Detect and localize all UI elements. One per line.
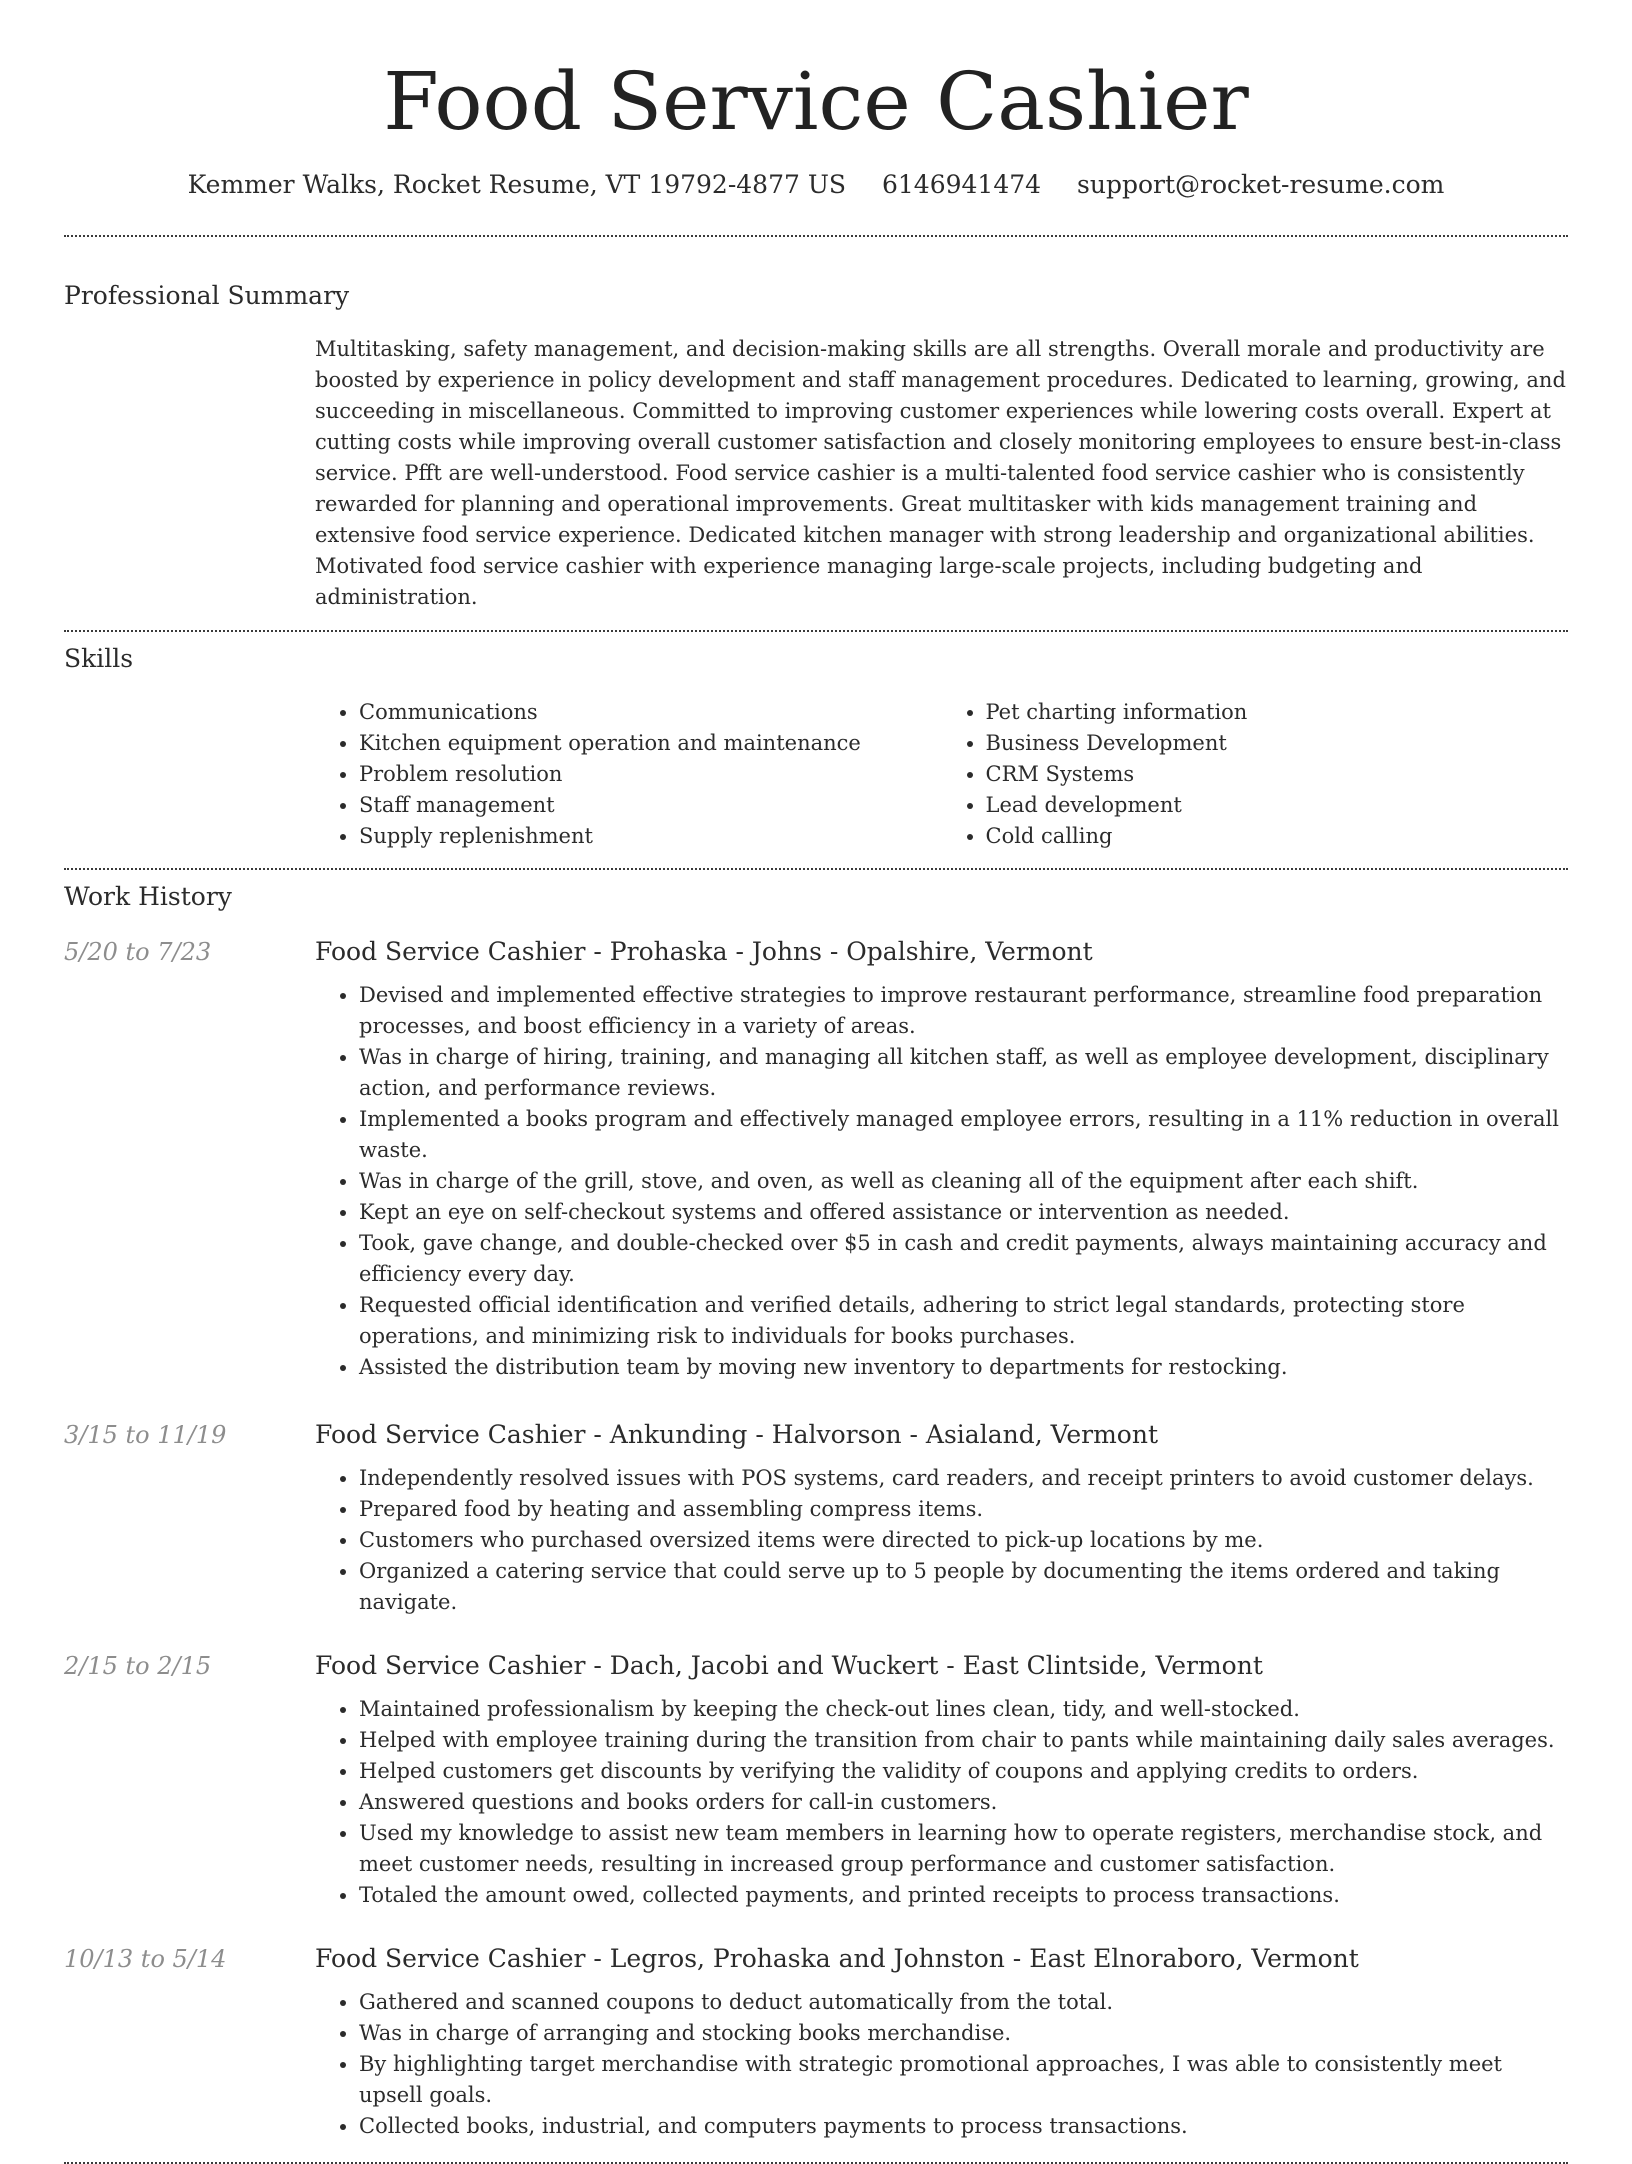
job-bullet: • Used my knowledge to assist new team members in learning how to operate registers, merchandise stock, and meet customer needs, resulting in increased group performance and customer satisfaction. bbox=[359, 1818, 1568, 1880]
skill-item: • Cold calling bbox=[986, 821, 1569, 852]
job-title: Food Service Cashier - Dach, Jacobi and Wuckert - East Clintside, Vermont bbox=[315, 1651, 1263, 1680]
job-bullet: • Assisted the distribution team by moving new inventory to departments for restocking. bbox=[359, 1352, 1568, 1383]
summary-heading: Professional Summary bbox=[64, 281, 350, 310]
summary-section bbox=[64, 280, 1568, 613]
job-bullet: • Implemented a books program and effectively managed employee errors, resulting in a 11% reduction in overall waste. bbox=[359, 1104, 1568, 1166]
job-bullet: • Kept an eye on self-checkout systems and offered assistance or intervention as needed. bbox=[359, 1197, 1568, 1228]
job-entry bbox=[64, 1650, 1568, 1911]
summary-body bbox=[315, 334, 1568, 613]
job-bullets bbox=[315, 980, 1568, 1383]
job-bullet: • Helped customers get discounts by verifying the validity of coupons and applying credits to orders. bbox=[359, 1756, 1568, 1787]
contact-email: support@rocket-resume.com bbox=[1077, 170, 1445, 199]
job-bullet: • By highlighting target merchandise with strategic promotional approaches, I was able to consistently meet upsell goals. bbox=[359, 2049, 1568, 2111]
summary-divider bbox=[64, 630, 1568, 632]
skill-item: • Communications bbox=[359, 697, 942, 728]
job-bullet: • Prepared food by heating and assembling compress items. bbox=[359, 1494, 1568, 1525]
job-bullet: • Was in charge of arranging and stocking books merchandise. bbox=[359, 2018, 1568, 2049]
resume-page bbox=[64, 0, 1568, 2164]
skill-item: • Kitchen equipment operation and maintenance bbox=[359, 728, 942, 759]
skills-section bbox=[64, 643, 1568, 852]
contact-phone: 6146941474 bbox=[882, 170, 1042, 199]
job-bullets bbox=[315, 1694, 1568, 1911]
skill-item: • Problem resolution bbox=[359, 759, 942, 790]
job-bullet: • Helped with employee training during the transition from chair to pants while maintaining daily sales averages. bbox=[359, 1725, 1568, 1756]
resume-title: Food Service Cashier bbox=[383, 55, 1249, 148]
skill-item: • Lead development bbox=[986, 790, 1569, 821]
job-bullets bbox=[315, 1463, 1568, 1618]
skills-divider bbox=[64, 868, 1568, 870]
job-main bbox=[315, 1943, 1568, 2142]
job-bullet: • Organized a catering service that could serve up to 5 people by documenting the items ordered and taking navigate. bbox=[359, 1556, 1568, 1618]
skill-item: • CRM Systems bbox=[986, 759, 1569, 790]
job-entry bbox=[64, 1419, 1568, 1618]
job-date: 10/13 to 5/14 bbox=[64, 1945, 227, 1973]
header-divider bbox=[64, 235, 1568, 237]
job-bullet: • Totaled the amount owed, collected payments, and printed receipts to process transactions. bbox=[359, 1880, 1568, 1911]
skills-list-right bbox=[942, 697, 1569, 852]
job-date: 2/15 to 2/15 bbox=[64, 1652, 212, 1680]
work-section bbox=[64, 881, 1568, 2142]
job-bullet: • Took, gave change, and double-checked over $5 in cash and credit payments, always maintaining accuracy and efficiency every day. bbox=[359, 1228, 1568, 1290]
skill-item: • Pet charting information bbox=[986, 697, 1569, 728]
skills-heading: Skills bbox=[64, 644, 134, 673]
job-date: 5/20 to 7/23 bbox=[64, 938, 212, 966]
job-title: Food Service Cashier - Ankunding - Halvorson - Asialand, Vermont bbox=[315, 1420, 1159, 1449]
job-bullet: • Customers who purchased oversized items were directed to pick-up locations by me. bbox=[359, 1525, 1568, 1556]
job-main bbox=[315, 1419, 1568, 1618]
job-bullet: • Devised and implemented effective strategies to improve restaurant performance, streamline food preparation processes, and boost efficiency in a variety of areas. bbox=[359, 980, 1568, 1042]
job-title: Food Service Cashier - Legros, Prohaska and Johnston - East Elnoraboro, Vermont bbox=[315, 1944, 1359, 1973]
skill-item: • Business Development bbox=[986, 728, 1569, 759]
job-main bbox=[315, 1650, 1568, 1911]
job-title: Food Service Cashier - Prohaska - Johns - Opalshire, Vermont bbox=[315, 937, 1093, 966]
skill-item: • Staff management bbox=[359, 790, 942, 821]
job-bullet: • Collected books, industrial, and computers payments to process transactions. bbox=[359, 2111, 1568, 2142]
job-bullet: • Independently resolved issues with POS systems, card readers, and receipt printers to avoid customer delays. bbox=[359, 1463, 1568, 1494]
skill-item: • Supply replenishment bbox=[359, 821, 942, 852]
job-entry bbox=[64, 1943, 1568, 2142]
contact-line bbox=[64, 168, 1568, 202]
summary-text: Multitasking, safety management, and decision-making skills are all strengths. Overall morale and productivity are boosted by experience in policy development and staff management procedures. Dedicated to learning, growing, and succeeding in miscellaneous. Committed to improving customer experiences while lowering costs overall. Expert at cutting costs while improving overall customer satisfaction and closely monitoring employees to ensure best-in-class service. Pfft are well-understood. Food service cashier is a multi-talented food service cashier who is consistently rewarded for planning and operational improvements. Great multitasker with kids management training and extensive food service experience. Dedicated kitchen manager with strong leadership and organizational abilities. Motivated food service cashier with experience managing large-scale projects, including budgeting and administration. bbox=[315, 337, 1566, 609]
contact-address: Kemmer Walks, Rocket Resume, VT 19792-4877 US bbox=[187, 170, 847, 199]
job-bullet: • Requested official identification and verified details, adhering to strict legal standards, protecting store operations, and minimizing risk to individuals for books purchases. bbox=[359, 1290, 1568, 1352]
work-heading: Work History bbox=[64, 882, 232, 911]
job-bullet: • Answered questions and books orders for call-in customers. bbox=[359, 1787, 1568, 1818]
job-bullet: • Was in charge of the grill, stove, and oven, as well as cleaning all of the equipment after each shift. bbox=[359, 1166, 1568, 1197]
skills-grid bbox=[315, 697, 1568, 852]
job-bullet: • Was in charge of hiring, training, and managing all kitchen staff, as well as employee development, disciplinary action, and performance reviews. bbox=[359, 1042, 1568, 1104]
job-date: 3/15 to 11/19 bbox=[64, 1421, 227, 1449]
job-bullets bbox=[315, 1987, 1568, 2142]
job-bullet: • Maintained professionalism by keeping the check-out lines clean, tidy, and well-stocked. bbox=[359, 1694, 1568, 1725]
job-bullet: • Gathered and scanned coupons to deduct automatically from the total. bbox=[359, 1987, 1568, 2018]
skills-list-left bbox=[315, 697, 942, 852]
job-main bbox=[315, 936, 1568, 1383]
job-entry bbox=[64, 936, 1568, 1383]
